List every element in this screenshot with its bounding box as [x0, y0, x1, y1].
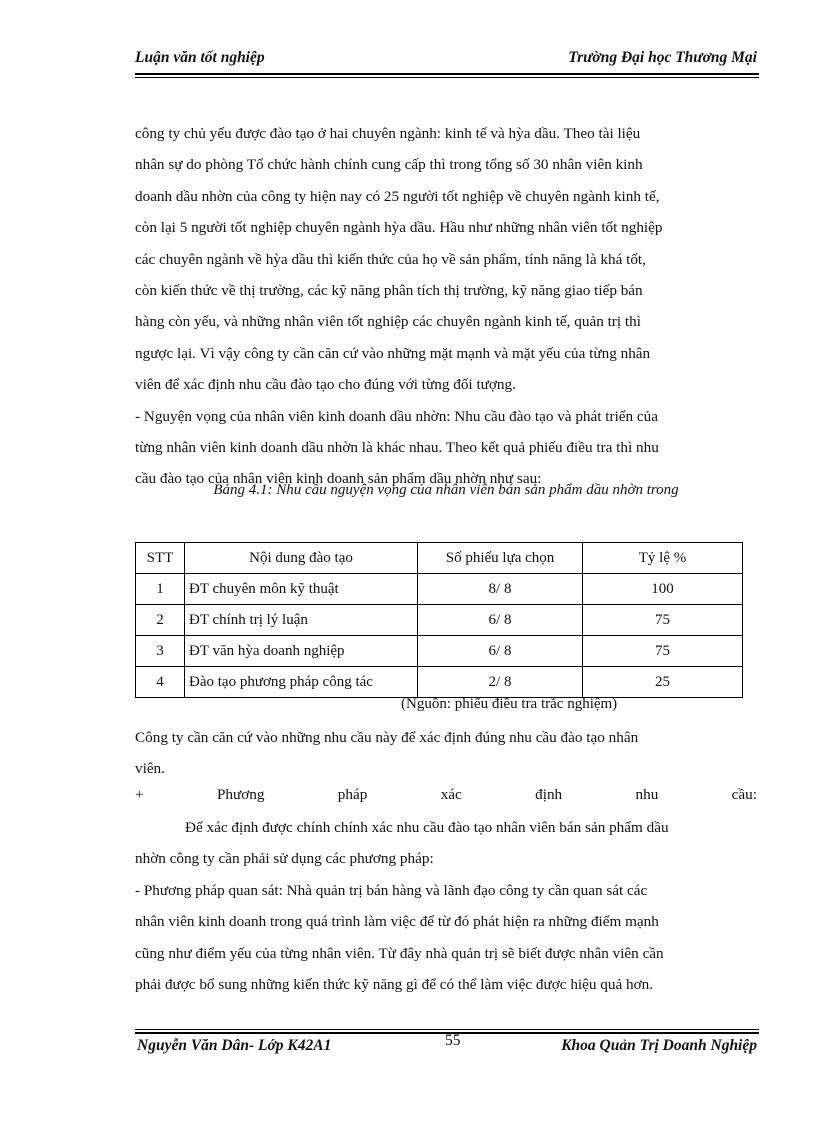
page-number: 55	[445, 1032, 461, 1049]
table-cell: 4	[136, 667, 185, 698]
header-cell: Số phiếu lựa chọn	[418, 543, 583, 574]
training-needs-table	[135, 542, 743, 698]
table-row	[136, 636, 743, 667]
header-cell: Tỷ lệ %	[583, 543, 743, 574]
table-header-row	[136, 543, 743, 574]
header-thesis-title: Luận văn tốt nghiệp	[135, 49, 265, 66]
heading-word: nhu	[635, 786, 659, 803]
heading-word: xác	[440, 786, 462, 803]
table-cell: ĐT chính trị lý luận	[185, 605, 418, 636]
table-cell: 2	[136, 605, 185, 636]
text-line: Công ty cần căn cứ vào những nhu cầu này để xác định đúng nhu cầu đào tạo nhân	[135, 729, 639, 746]
heading-word: Phương	[216, 786, 265, 803]
paragraph-block-2	[135, 722, 757, 785]
table-cell: 75	[583, 605, 743, 636]
table-cell: 6/ 8	[418, 605, 583, 636]
paragraph-block-1	[135, 118, 757, 495]
text-line: từng nhân viên kinh doanh dầu nhờn là khác nhau. Theo kết quả phiếu điều tra thì nhu	[135, 438, 659, 456]
header-cell: STT	[136, 543, 185, 574]
table-row	[136, 667, 743, 698]
heading-word: pháp	[337, 786, 368, 803]
footer-faculty: Khoa Quản Trị Doanh Nghiệp	[561, 1037, 757, 1054]
heading-word: định	[535, 786, 563, 803]
text-line: nhờn công ty cần phải sử dụng các phương pháp:	[135, 850, 434, 868]
table-cell: 8/ 8	[418, 574, 583, 605]
table-cell: 75	[583, 636, 743, 667]
text-line: còn lại 5 người tốt nghiệp chuyên ngành hỳa dầu. Hầu như những nhân viên tốt nghiệp	[135, 219, 663, 237]
table-cell: 2/ 8	[418, 667, 583, 698]
table-caption: Bảng 4.1: Nhu cầu nguyện vọng của nhân viên bán sản phẩm dầu nhờn trong	[213, 482, 679, 498]
text-line: hàng còn yếu, và những nhân viên tốt nghiệp các chuyên ngành kinh tế, quản trị thì	[135, 313, 641, 331]
text-line: công ty chủ yếu được đào tạo ở hai chuyên ngành: kinh tế và hỳa dầu. Theo tài liệu	[135, 125, 641, 142]
header-cell: Nội dung đào tạo	[185, 543, 418, 574]
text-line: cũng như điểm yếu của từng nhân viên. Từ đây nhà quản trị sẽ biết được nhân viên cần	[135, 944, 664, 962]
table-cell: Đào tạo phương pháp công tác	[185, 667, 418, 698]
table-cell: ĐT chuyên môn kỹ thuật	[185, 574, 418, 605]
plus-marker: +	[135, 786, 144, 803]
header-rule	[135, 73, 759, 75]
text-line: Để xác định được chính chính xác nhu cầu đào tạo nhân viên bán sản phẩm dầu	[185, 819, 669, 836]
table-cell: 100	[583, 574, 743, 605]
table-cell: 1	[136, 574, 185, 605]
text-line: cầu đào tạo của nhân viên kinh doanh sản phẩm dầu nhờn như sau:	[135, 470, 542, 488]
header-rule-thin	[135, 77, 759, 78]
page-header	[135, 47, 757, 69]
text-line: viên để xác định nhu cầu đào tạo cho đúng với từng đối tượng.	[135, 376, 516, 394]
text-line: - Phương pháp quan sát: Nhà quản trị bán hàng và lãnh đạo công ty cần quan sát các	[135, 881, 648, 899]
text-line: các chuyên ngành về hỳa dầu thì kiến thức của họ về sản phẩm, tính năng là khá tốt,	[135, 250, 646, 268]
text-line: nhân sự do phòng Tổ chức hành chính cung cấp thì trong tổng số 30 nhân viên kinh	[135, 156, 643, 174]
table-cell: ĐT văn hỳa doanh nghiệp	[185, 636, 418, 667]
text-line: doanh dầu nhờn của công ty hiện nay có 25 người tốt nghiệp về chuyên ngành kinh tế,	[135, 187, 660, 205]
table-row	[136, 605, 743, 636]
footer-author: Nguyễn Văn Dân- Lớp K42A1	[137, 1037, 332, 1054]
footer-rule-thin	[135, 1029, 759, 1030]
text-line: - Nguyện vọng của nhân viên kinh doanh dầu nhờn: Nhu cầu đào tạo và phát triển của	[135, 407, 658, 425]
header-university: Trường Đại học Thương Mại	[568, 49, 757, 66]
table-row	[136, 574, 743, 605]
paragraph-block-3	[135, 812, 757, 1000]
text-line: phải được bổ sung những kiến thức kỹ năng gì để có thể làm việc được hiệu quả hơn.	[135, 975, 654, 993]
text-line: ngược lại. Vì vậy công ty cần căn cứ vào những mặt mạnh và mặt yếu của từng nhân	[135, 344, 651, 362]
table-cell: 6/ 8	[418, 636, 583, 667]
text-line: viên.	[135, 760, 165, 778]
text-line: nhân viên kinh doanh trong quá trình làm việc để từ đó phát hiện ra những điểm mạnh	[135, 913, 659, 931]
table-cell: 3	[136, 636, 185, 667]
text-line: còn kiến thức về thị trường, các kỹ năng phân tích thị trường, kỹ năng giao tiếp bán	[135, 281, 643, 299]
table-cell: 25	[583, 667, 743, 698]
table-source: (Nguồn: phiếu điều tra trắc nghiệm)	[401, 696, 618, 712]
method-heading	[135, 786, 757, 804]
heading-word: cầu:	[731, 786, 757, 803]
